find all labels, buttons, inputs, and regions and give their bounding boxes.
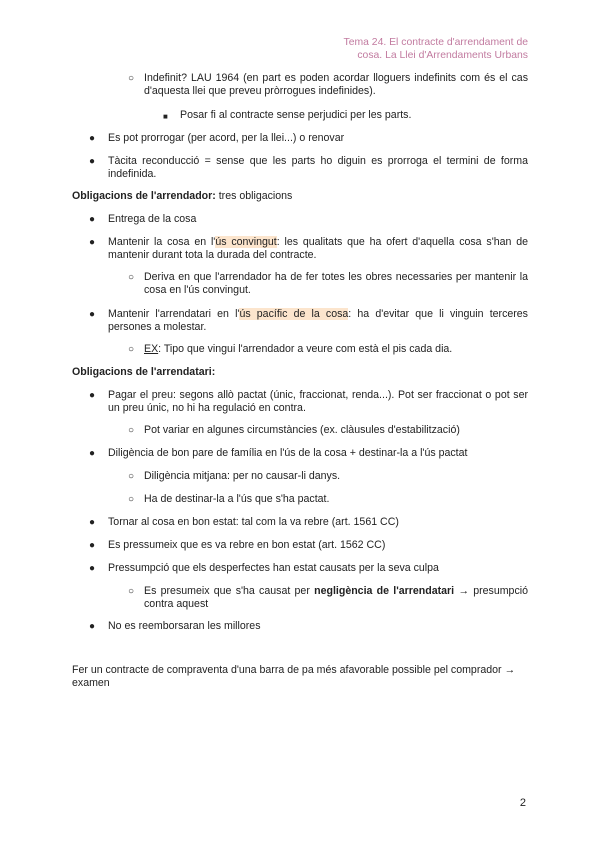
- square-bullet-icon: ■: [163, 112, 168, 121]
- list-item-tornar: Tornar al cosa en bon estat: tal com la va rebre (art. 1561 CC): [108, 516, 399, 528]
- list-item-pressumeix: Es pressumeix que es va rebre en bon estat (art. 1562 CC): [108, 539, 386, 551]
- header-line-2: cosa. La Llei d'Arrendaments Urbans: [357, 50, 528, 61]
- list-item-diligencia: Diligència de bon pare de família en l'ús de la cosa + destinar-la a l'ús pactat: [108, 447, 468, 459]
- filled-bullet-icon: ●: [89, 540, 96, 551]
- hollow-bullet-icon: ○: [128, 73, 135, 84]
- filled-bullet-icon: ●: [89, 621, 96, 632]
- list-item-mantenir-us-convingut: Mantenir la cosa en l'ús convingut: les qualitats que ha ofert d'aquella cosa s'han de mantenir durant tota la durada del contracte.: [108, 236, 529, 261]
- hollow-bullet-icon: ○: [128, 494, 135, 505]
- document-header: [268, 36, 528, 62]
- bold-negligencia: negligència de l'arrendatari: [314, 585, 455, 597]
- page-number: 2: [519, 797, 526, 809]
- list-item-destinar: Ha de destinar-la a l'ús que s'ha pactat.: [144, 493, 330, 505]
- list-item-pressumpcio: Pressumpció que els desperfectes han estat causats per la seva culpa: [108, 562, 439, 574]
- hollow-bullet-icon: ○: [128, 586, 135, 597]
- filled-bullet-icon: ●: [89, 156, 96, 167]
- highlight-us-pacific: ús pacífic de la cosa: [239, 308, 349, 320]
- list-item-prorrogar: Es pot prorrogar (per acord, per la llei...) o renovar: [108, 132, 345, 144]
- paragraph-examen: Fer un contracte de compraventa d'una barra de pa més afavorable possible pel comprador → examen: [72, 664, 516, 689]
- list-item-indefinit: Indefinit? LAU 1964 (en part es poden acordar lloguers indefinits com és el cas d'aquesta llei que preveu pròrrogues indefinides).: [144, 72, 528, 97]
- example-label: EX: [144, 343, 159, 355]
- list-item-millores: No es reemborsaran les millores: [108, 620, 261, 632]
- header-line-1: Tema 24. El contracte d'arrendament de: [343, 37, 528, 48]
- filled-bullet-icon: ●: [89, 214, 96, 225]
- filled-bullet-icon: ●: [89, 237, 96, 248]
- hollow-bullet-icon: ○: [128, 272, 135, 283]
- section-heading-arrendador: [72, 190, 528, 203]
- highlight-us-convingut: ús convingut: [215, 236, 277, 248]
- heading-rest: tres obligacions: [215, 190, 293, 202]
- filled-bullet-icon: ●: [89, 517, 96, 528]
- section-heading-arrendatari: Obligacions de l'arrendatari:: [72, 366, 216, 378]
- list-item-diligencia-mitjana: Diligència mitjana: per no causar-li danys.: [144, 470, 341, 482]
- heading-label: Obligacions de l'arrendador:: [72, 190, 216, 202]
- list-item-deriva: Deriva en que l'arrendador ha de fer totes les obres necessaries per mantenir la cosa en l'ús convingut.: [144, 271, 528, 296]
- list-item-tacita: Tàcita reconducció = sense que les parts ho diguin es prorroga el termini de forma indefinida.: [108, 155, 528, 180]
- hollow-bullet-icon: ○: [128, 471, 135, 482]
- list-item-posar-fi: Posar fi al contracte sense perjudici per les parts.: [180, 109, 412, 121]
- hollow-bullet-icon: ○: [128, 344, 135, 355]
- list-item-pagar: Pagar el preu: segons allò pactat (únic, fraccionat, renda...). Pot ser fraccionat o pot ser un preu únic, no hi ha regulació en contra.: [108, 389, 528, 414]
- list-item-pot-variar: Pot variar en algunes circumstàncies (ex. clàusules d'estabilització): [144, 424, 460, 436]
- filled-bullet-icon: ●: [89, 448, 96, 459]
- filled-bullet-icon: ●: [89, 390, 96, 401]
- filled-bullet-icon: ●: [89, 133, 96, 144]
- list-item-negligencia: Es presumeix que s'ha causat per negligència de l'arrendatari → presumpció contra aquest: [144, 585, 528, 610]
- filled-bullet-icon: ●: [89, 309, 96, 320]
- hollow-bullet-icon: ○: [128, 425, 135, 436]
- list-item-entrega: Entrega de la cosa: [108, 213, 197, 225]
- filled-bullet-icon: ●: [89, 563, 96, 574]
- list-item-example: EX: Tipo que vingui l'arrendador a veure com està el pis cada dia.: [144, 343, 453, 355]
- list-item-mantenir-us-pacific: Mantenir l'arrendatari en l'ús pacífic de la cosa: ha d'evitar que li vinguin terceres persones a molestar.: [108, 308, 528, 333]
